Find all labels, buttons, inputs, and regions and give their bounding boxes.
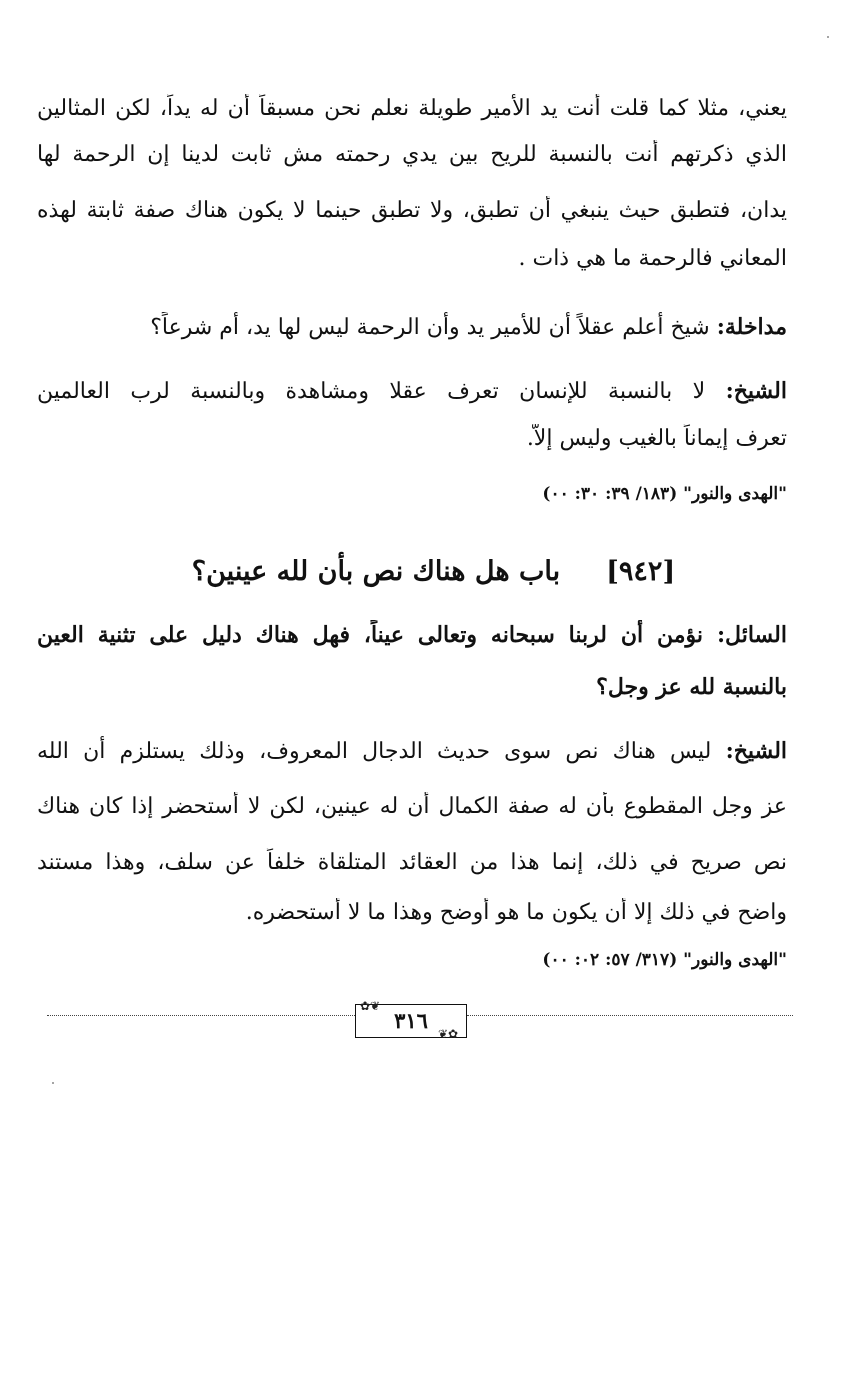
question-line: [37, 620, 787, 650]
footer-rule-right: [467, 1015, 793, 1016]
question-line: بالنسبة لله عز وجل؟: [596, 674, 787, 700]
speaker-label: الشيخ:: [725, 738, 787, 764]
reply-line: نص صريح في ذلك، إنما هذا من العقائد المتلقاة خلفاً عن سلف، وهذا مستند: [37, 850, 787, 875]
reply-line: [37, 736, 787, 767]
reply-line: [37, 376, 787, 407]
interjection-line: [37, 312, 787, 343]
chapter-heading: [0, 552, 867, 592]
paragraph-line: الذي ذكرتهم أنت بالنسبة للريح بين يدي رحمته مش ثابت لدينا إن الرحمة لها: [37, 142, 787, 167]
source-reference: "الهدى والنور" (٣١٧/ ٥٧: ٠٢: ٠٠): [542, 950, 787, 970]
scan-speck: [827, 36, 829, 38]
ornament-icon: ❦✿: [438, 1027, 459, 1041]
footer-rule-left: [47, 1015, 355, 1016]
reply-line: واضح في ذلك إلا أن يكون ما هو أوضح وهذا ما لا أستحضره.: [245, 900, 787, 925]
paragraph-line: يدان، فتطبق حيث ينبغي أن تطبق، ولا تطبق حينما لا يكون هناك صفة ثابتة لهذه: [37, 198, 787, 223]
interjection-text: شيخ أعلم عقلاً أن للأمير يد وأن الرحمة ليس لها يد، أم شرعاً؟: [150, 315, 710, 340]
ornament-icon: ✿❦: [360, 999, 381, 1013]
reply-line: عز وجل المقطوع بأن له صفة الكمال أن له عينين، لكن لا أستحضر إذا كان هناك: [37, 794, 787, 819]
reply-line: تعرف إيماناً بالغيب وليس إلاَّ.: [526, 426, 787, 451]
paragraph-line: يعني، مثلا كما قلت أنت يد الأمير طويلة نعلم نحن مسبقاً أن له يداً، لكن المثالين: [37, 96, 787, 121]
speaker-label: السائل:: [716, 622, 787, 648]
paragraph-line: المعاني فالرحمة ما هي ذات .: [518, 246, 787, 271]
source-reference: "الهدى والنور" (١٨٣/ ٣٩: ٣٠: ٠٠): [542, 484, 787, 504]
reply-text: ليس هناك نص سوى حديث الدجال المعروف، وذلك يستلزم أن الله: [37, 739, 712, 764]
speaker-label: مداخلة:: [716, 314, 787, 340]
reply-text: لا بالنسبة للإنسان تعرف عقلا ومشاهدة وبالنسبة لرب العالمين: [37, 379, 706, 404]
chapter-number: [٩٤٢]: [606, 556, 676, 587]
speaker-label: الشيخ:: [725, 378, 787, 404]
question-text: نؤمن أن لربنا سبحانه وتعالى عيناً، فهل هناك دليل على تثنية العين: [37, 622, 704, 648]
chapter-title: باب هل هناك نص بأن لله عينين؟: [191, 556, 561, 587]
page-number: ٣١٦: [355, 1004, 467, 1038]
scan-speck: [52, 1082, 54, 1084]
